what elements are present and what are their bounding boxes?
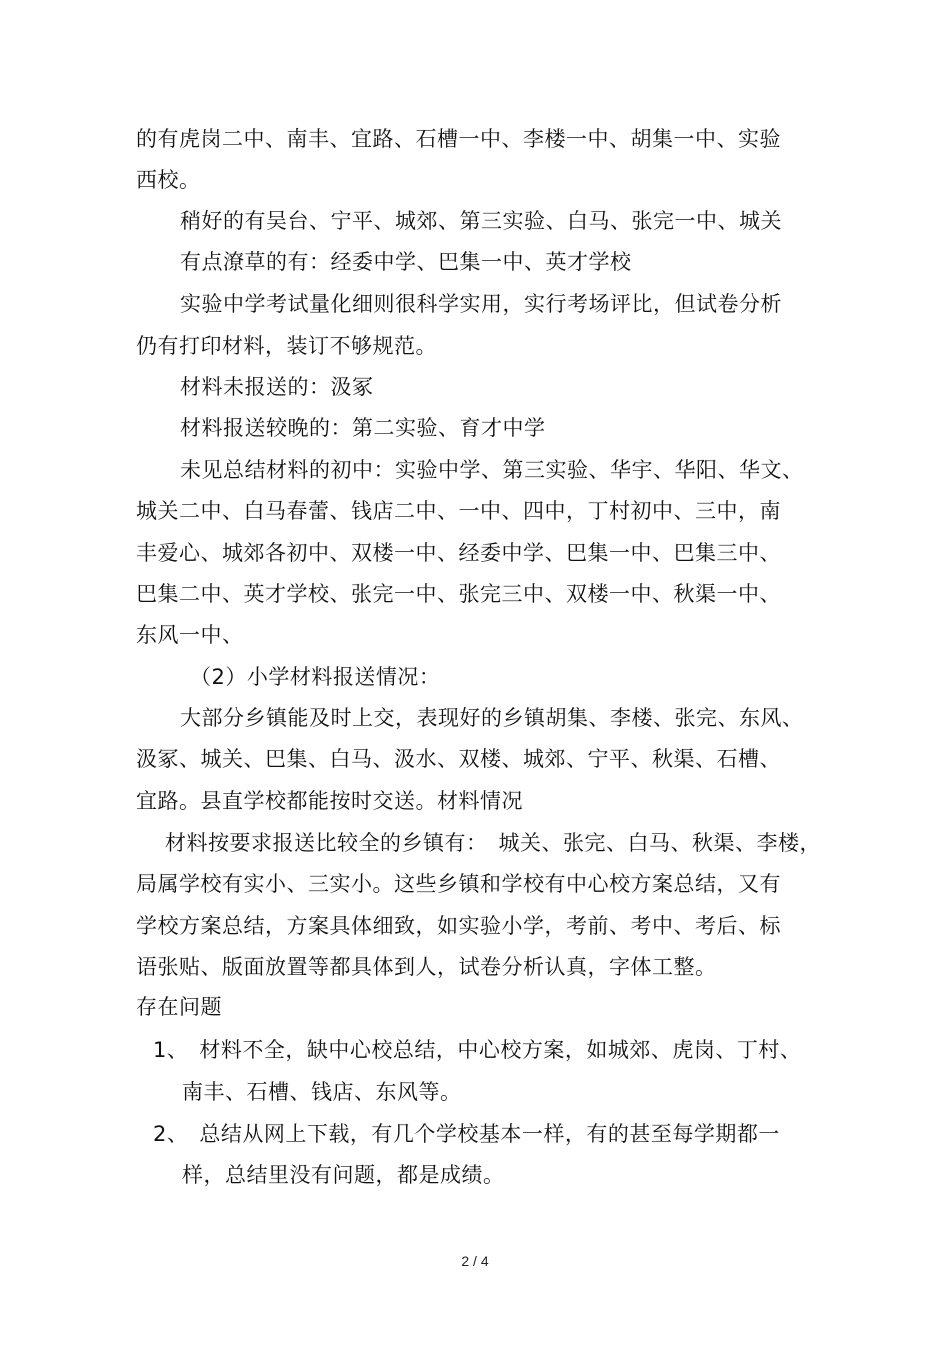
text-line: 实验中学考试量化细则很科学实用，实行考场评比，但试卷分析 <box>180 292 782 316</box>
list-item: 1、 材料不全，缺中心校总结，中心校方案，如城郊、虎岗、丁村、 <box>153 1038 802 1062</box>
text-line: 局属学校有实小、三实小。这些乡镇和学校有中心校方案总结，又有 <box>136 872 781 896</box>
text-line: 材料报送较晚的：第二实验、育才中学 <box>180 416 546 440</box>
text-line: 语张贴、版面放置等都具体到人，试卷分析认真，字体工整。 <box>136 955 717 979</box>
text-line: 南丰、石槽、钱店、东风等。 <box>182 1080 462 1104</box>
text-line: 城关二中、白马春蕾、钱店二中、一中、四中，丁村初中、三中，南 <box>136 499 781 523</box>
section-heading: （2）小学材料报送情况： <box>190 665 441 689</box>
text-line: 丰爱心、城郊各初中、双楼一中、经委中学、巴集一中、巴集三中、 <box>136 541 781 565</box>
section-heading: 存在问题 <box>136 995 222 1019</box>
text-line: 有点潦草的有：经委中学、巴集一中、英才学校 <box>180 250 632 274</box>
text-line: 巴集二中、英才学校、张完一中、张完三中、双楼一中、秋渠一中、 <box>136 582 781 606</box>
text-line: 宜路。县直学校都能按时交送。材料情况 <box>136 789 523 813</box>
list-item: 2、 总结从网上下载，有几个学校基本一样，有的甚至每学期都一 <box>153 1122 780 1146</box>
text-line: 未见总结材料的初中：实验中学、第三实验、华宇、华阳、华文、 <box>180 458 804 482</box>
text-line: 西校。 <box>136 168 201 192</box>
text-line: 学校方案总结，方案具体细致，如实验小学，考前、考中、考后、标 <box>136 914 781 938</box>
text-line: 东风一中、 <box>136 623 244 647</box>
text-line: 稍好的有吴台、宁平、城郊、第三实验、白马、张完一中、城关 <box>180 209 782 233</box>
text-line: 大部分乡镇能及时上交，表现好的乡镇胡集、李楼、张完、东风、 <box>180 706 804 730</box>
text-line: 样，总结里没有问题，都是成绩。 <box>182 1163 505 1187</box>
text-line: 材料未报送的：汲冢 <box>180 375 374 399</box>
text-line: 仍有打印材料，装订不够规范。 <box>136 334 437 358</box>
text-line: 材料按要求报送比较全的乡镇有： 城关、张完、白马、秋渠、李楼， <box>165 831 821 855</box>
page-number: 2 / 4 <box>461 1253 489 1269</box>
text-line: 的有虎岗二中、南丰、宜路、石槽一中、李楼一中、胡集一中、实验 <box>136 127 781 151</box>
text-line: 汲冢、城关、巴集、白马、汲水、双楼、城郊、宁平、秋渠、石槽、 <box>136 747 781 771</box>
